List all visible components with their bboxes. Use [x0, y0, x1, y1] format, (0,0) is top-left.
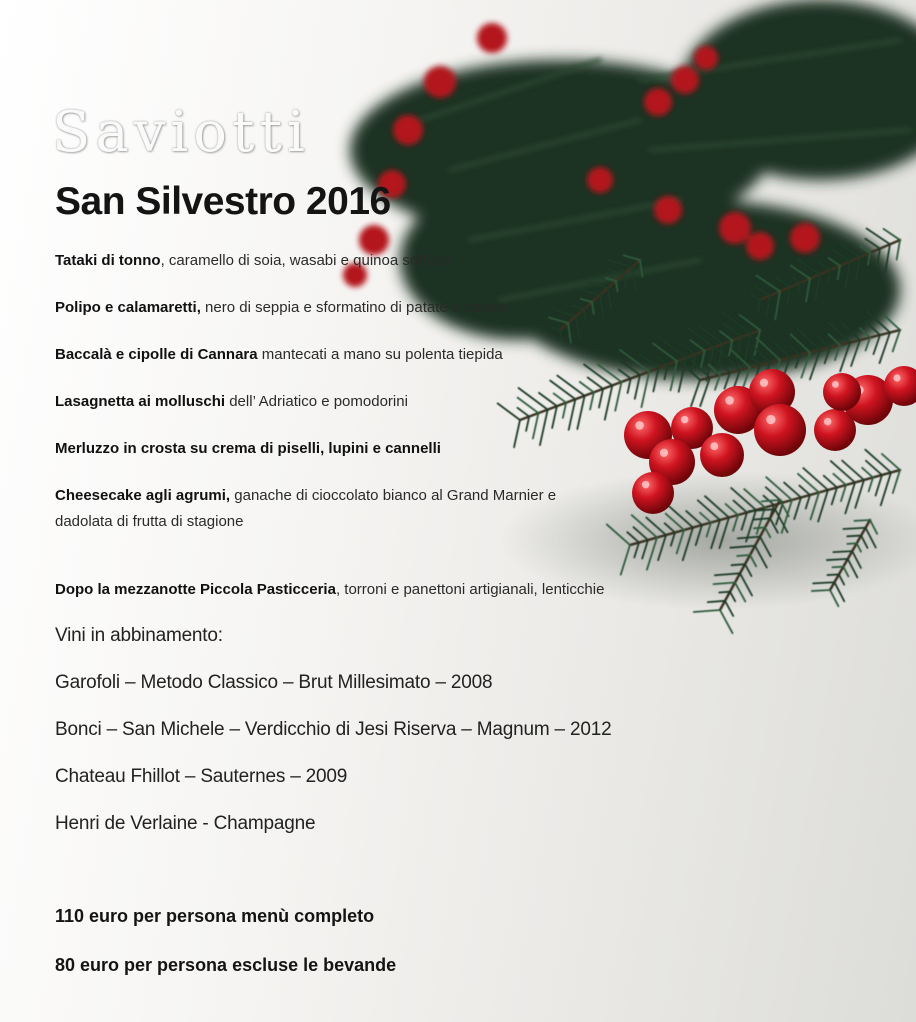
dish-name: Dopo la mezzanotte Piccola Pasticceria: [55, 581, 336, 598]
dish-name: Lasagnetta ai molluschi: [55, 393, 226, 410]
dish-description-continued: dadolata di frutta di stagione: [55, 513, 244, 530]
menu-item: [55, 295, 655, 321]
dish-name: Baccalà e cipolle di Cannara: [55, 346, 258, 363]
dish-description: ganache di cioccolato bianco al Grand Marnier e: [230, 487, 557, 504]
wine-item: Garofoli – Metodo Classico – Brut Millesimato – 2008: [55, 672, 493, 693]
dish-name: Polipo e calamaretti,: [55, 299, 201, 316]
wine-pairing-heading: Vini in abbinamento:: [55, 625, 223, 646]
dish-description: dell’ Adriatico e pomodorini: [225, 393, 408, 410]
menu-item: [55, 483, 655, 535]
menu-item: [55, 436, 655, 462]
wine-item: Chateau Fhillot – Sauternes – 2009: [55, 766, 348, 787]
dish-name: Cheesecake agli agrumi,: [55, 487, 231, 504]
restaurant-logo: Saviotti: [52, 100, 310, 165]
dish-description: mantecati a mano su polenta tiepida: [257, 346, 503, 363]
wine-item: Bonci – San Michele – Verdicchio di Jesi Riserva – Magnum – 2012: [55, 719, 612, 740]
menu-item: [55, 577, 695, 603]
dish-description: nero di seppia e sformatino di patate e cavolo: [200, 299, 508, 316]
price-full-menu: 110 euro per persona menù completo: [55, 906, 375, 926]
dish-name: Tataki di tonno: [55, 252, 161, 269]
dish-description: , caramello di soia, wasabi e quinoa soffiata: [160, 252, 451, 269]
menu-item: [55, 342, 655, 368]
menu-item: [55, 389, 655, 415]
dish-description: , torroni e panettoni artigianali, lenticchie: [335, 581, 605, 598]
event-title: San Silvestro 2016: [55, 180, 391, 223]
dish-name: Merluzzo in crosta su crema di piselli, lupini e cannelli: [55, 440, 441, 457]
menu-item: [55, 248, 655, 274]
wine-item: Henri de Verlaine - Champagne: [55, 813, 316, 834]
price-without-drinks: 80 euro per persona escluse le bevande: [55, 955, 397, 975]
